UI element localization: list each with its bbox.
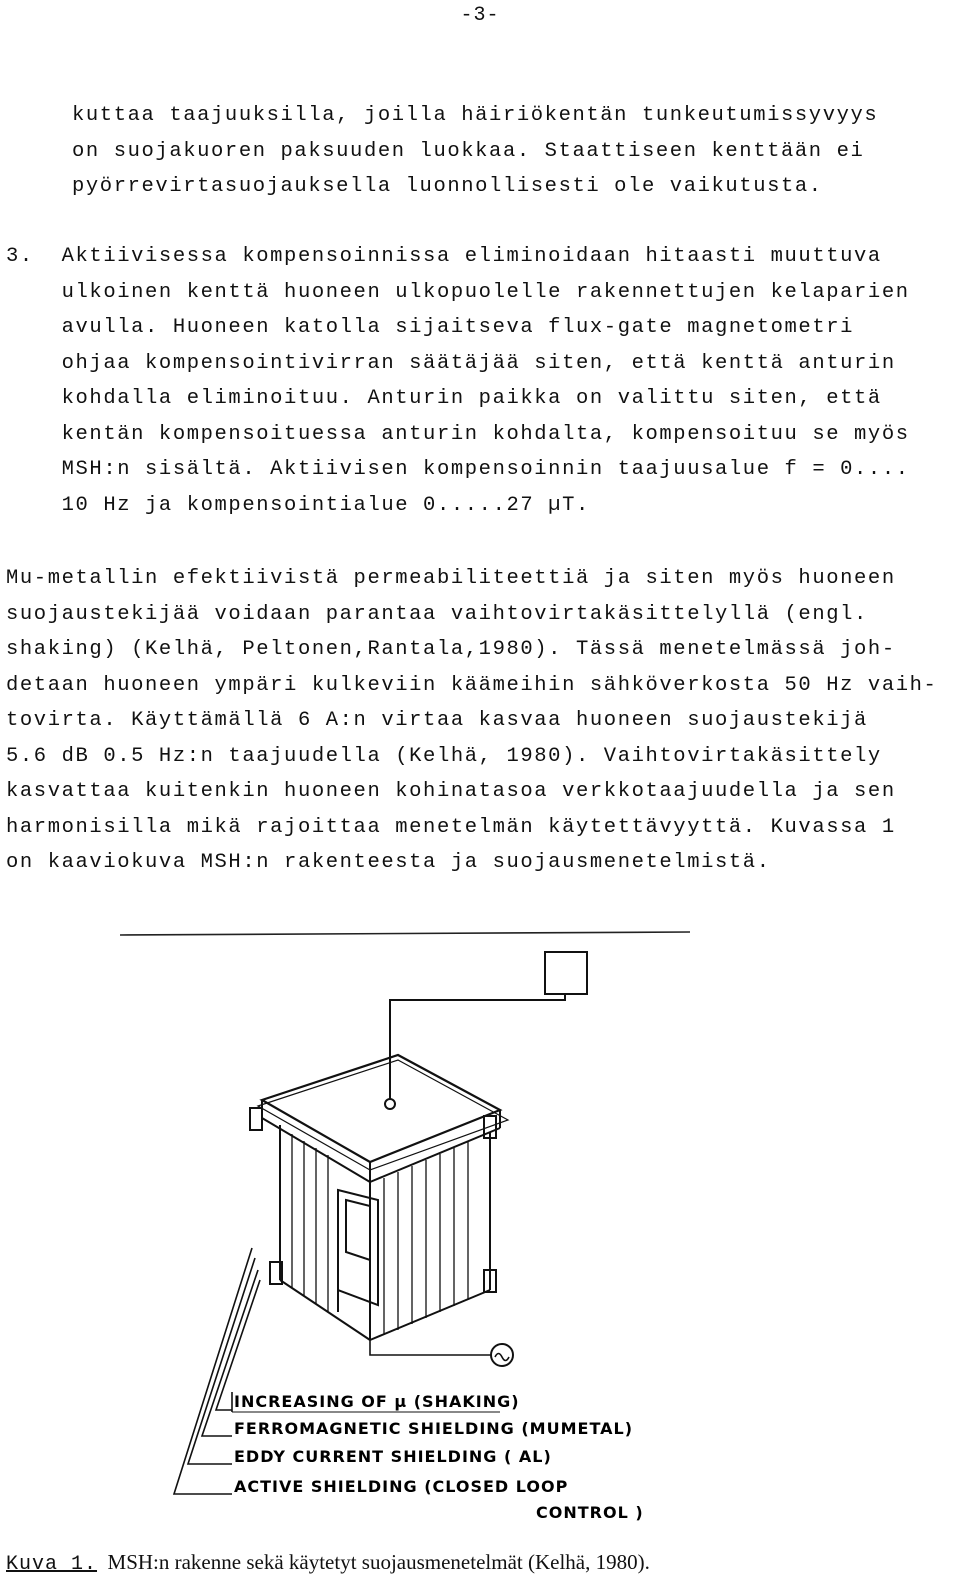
text-line: suojaustekijää voidaan parantaa vaihtovirtakäsittelyllä (engl. [6,602,868,626]
ac-source-icon [491,1344,513,1366]
roof-rim [258,1060,508,1170]
text-line: Mu-metallin efektiivistä permeabiliteettiä ja siten myös huoneen [6,567,896,590]
text-line: 5.6 dB 0.5 Hz:n taajuudella (Kelhä, 1980). Vaihtovirtakäsittely [6,744,882,768]
figure-top-rule [120,932,690,935]
legend-eddy-current: EDDY CURRENT SHIELDING ( AL) [234,1447,552,1466]
legend-increasing-mu: INCREASING OF µ (SHAKING) [234,1392,520,1411]
text-line: on suojakuoren paksuuden luokkaa. Staattiseen kenttään ei [72,139,865,163]
text-line: ulkoinen kenttä huoneen ulkopuolelle rakennettujen kelaparien [6,280,910,304]
figure-caption [6,1550,650,1576]
legend-ferromagnetic: FERROMAGNETIC SHIELDING (MUMETAL) [234,1419,633,1438]
text-line: kasvattaa kuitenkin huoneen kohinatasoa verkkotaajuudella ja sen [6,780,896,803]
text-line: 10 Hz ja kompensointialue 0.....27 µT. [6,493,590,517]
caption-label: Kuva 1. [6,1553,98,1576]
text-line: shaking) (Kelhä, Peltonen,Rantala,1980). Tässä menetelmässä joh- [6,638,896,661]
text-line: detaan huoneen ympäri kulkeviin käämeihin sähköverkosta 50 Hz vaih- [6,673,938,697]
text-line: avulla. Huoneen katolla sijaitseva flux-gate magnetometri [6,316,855,339]
sensor-icon [385,1099,395,1109]
legend-active-shielding: ACTIVE SHIELDING (CLOSED LOOP [234,1477,569,1496]
text-line: kohdalla eliminoituu. Anturin paikka on valittu siten, että [6,387,882,410]
text-line: ohjaa kompensointivirran säätäjää siten, että kenttä anturin [6,351,896,375]
text-line: harmonisilla mikä rajoittaa menetelmän käytettävyyttä. Kuvassa 1 [6,815,896,839]
legend-control: CONTROL ) [536,1503,644,1522]
text-line: 3. Aktiivisessa kompensoinnissa eliminoidaan hitaasti muuttuva [6,245,882,268]
text-line: kentän kompensoituessa anturin kohdalta, kompensoituu se myös [6,422,910,446]
magnetometer-box [545,952,587,994]
door [338,1190,378,1312]
page-number: -3- [460,4,500,27]
roof-top [262,1055,500,1162]
caption-text: MSH:n rakenne sekä käytetyt suojausmenetelmät (Kelhä, 1980). [107,1550,650,1574]
text-line: on kaaviokuva MSH:n rakenteesta ja suojausmenetelmistä. [6,851,771,874]
text-line: tovirta. Käyttämällä 6 A:n virtaa kasvaa huoneen suojaustekijä [6,709,868,732]
text-line: kuttaa taajuuksilla, joilla häiriökentän tunkeutumissyvyys [72,104,879,127]
sensor-cable [390,994,565,1100]
text-line: MSH:n sisältä. Aktiivisen kompensoinnin taajuusalue f = 0.... [6,458,910,481]
figure-msh-diagram [0,920,960,1540]
text-line: pyörrevirtasuojauksella luonnollisesti ole vaikutusta. [72,175,823,198]
